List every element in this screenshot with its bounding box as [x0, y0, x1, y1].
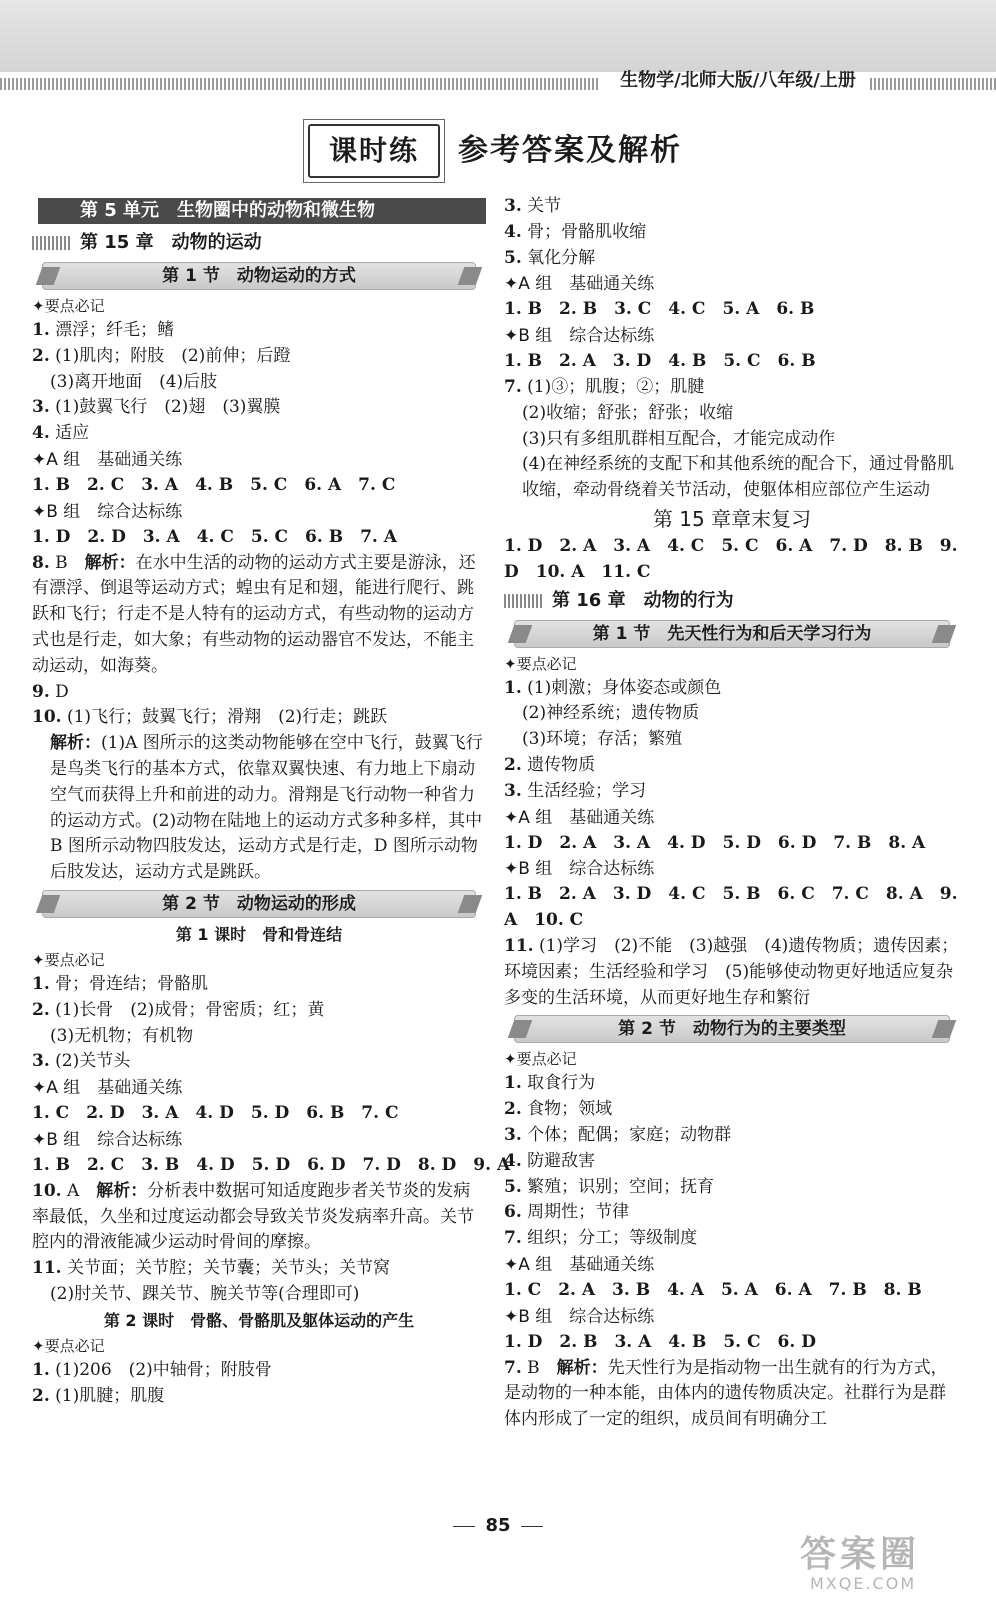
section-banner: 第 2 节 动物行为的主要类型: [514, 1015, 950, 1043]
answer-line: 2. (1)长骨 (2)成骨；骨密质；红；黄: [32, 999, 325, 1020]
explanation: 7. B 解析：先天性行为是指动物一出生就有的行为方式，是动物的一种本能，由体内的遗传物质决定。社群行为是群体内形成了一定的组织，成员间有明确分工: [504, 1357, 948, 1430]
answer-line: 1. B 2. B 3. C 4. C 5. A 6. B: [504, 299, 815, 320]
left-column: [32, 194, 511, 1409]
group-a-label: ✦A 组 基础通关练: [32, 449, 183, 470]
lesson-title: 第 2 课时 骨骼、骨骼肌及躯体运动的产生: [103, 1310, 415, 1330]
answer-line: 5. 氧化分解: [504, 247, 596, 268]
answer-line: (4)在神经系统的支配下和其他系统的配合下，通过骨骼肌收缩，牵动骨绕着关节活动，使躯体相应部位产生运动: [522, 454, 955, 501]
answer-line: (2)收缩；舒张；舒张；收缩: [522, 402, 734, 423]
watermark-url: MXQE.COM: [810, 1574, 917, 1593]
right-column: [504, 194, 960, 1433]
answer-line: (3)无机物；有机物: [50, 1025, 194, 1046]
watermark-logo: [800, 1535, 990, 1595]
hatch-icon: [504, 594, 544, 608]
watermark-text: 答案圈: [800, 1534, 921, 1575]
answer-line: 2. (1)肌腱；肌腹: [32, 1385, 165, 1406]
series-tag: 生物学/北师大版/八年级/上册: [620, 70, 856, 91]
answer-line: 1. (1)刺激；身体姿态或颜色: [504, 677, 722, 698]
answer-line: 1. D 2. B 3. A 4. B 5. C 6. D: [504, 1331, 816, 1352]
answer-line: (3)离开地面 (4)后肢: [50, 371, 218, 392]
answer-line: 3. 关节: [504, 196, 562, 216]
answer-line: 1. D 2. D 3. A 4. C 5. C 6. B 7. A: [32, 526, 397, 547]
answer-line: 1. B 2. C 3. B 4. D 5. D 6. D 7. D 8. D 9. A: [32, 1154, 511, 1175]
chapter-heading: [32, 228, 486, 258]
answer-line: 4. 骨；骨骼肌收缩: [504, 221, 647, 242]
answer-line: (3)只有多组肌群相互配合，才能完成动作: [522, 428, 836, 449]
answer-line: 4. 防避敌害: [504, 1150, 596, 1171]
answer-line: 1. 取食行为: [504, 1073, 596, 1094]
answer-line: 2. (1)肌肉；附肢 (2)前伸；后蹬: [32, 345, 291, 366]
answer-line: 7. 组织；分工；等级制度: [504, 1228, 698, 1249]
group-a-label: ✦A 组 基础通关练: [32, 1078, 183, 1099]
title-box: 课时练: [308, 124, 440, 178]
answer-line: 1. D 2. A 3. A 4. C 5. C 6. A 7. D 8. B 9. D 10. A 11. C: [504, 535, 958, 582]
answer-line: (3)环境；存活；繁殖: [522, 729, 683, 750]
answer-line: 1. (1)206 (2)中轴骨；附肢骨: [32, 1359, 272, 1380]
explanation: 8. B 解析：在水中生活的动物的运动方式主要是游泳，还有漂浮、倒退等运动方式；蝗虫有足和翅，能进行爬行、跳跃和飞行；行走不是人特有的运动方式，有些动物的运动方式也是行走，如大象；有些动物的运动器官不发达，不能主动运动，如海葵。: [32, 552, 476, 676]
group-a-label: ✦A 组 基础通关练: [504, 1254, 655, 1275]
group-a-label: ✦A 组 基础通关练: [504, 807, 655, 828]
answer-line: 1. C 2. D 3. A 4. D 5. D 6. B 7. C: [32, 1103, 399, 1124]
answer-line: 6. 周期性；节律: [504, 1202, 630, 1223]
key-points-label: ✦要点必记: [504, 654, 577, 673]
key-points-label: ✦要点必记: [504, 1050, 577, 1069]
answer-line: 3. 生活经验；学习: [504, 780, 647, 801]
answer-line: 4. 适应: [32, 423, 90, 444]
section-banner: 第 1 节 动物运动的方式: [42, 262, 476, 290]
answer-line: (2)肘关节、踝关节、腕关节等(合理即可): [50, 1283, 360, 1304]
answer-line: 9. D: [32, 681, 69, 702]
answer-line: 3. 个体；配偶；家庭；动物群: [504, 1124, 732, 1145]
title-main: 参考答案及解析: [458, 133, 682, 168]
answer-line: 1. D 2. A 3. A 4. D 5. D 6. D 7. B 8. A: [504, 832, 926, 853]
chapter-title: 第 15 章 动物的运动: [80, 232, 262, 253]
page-number: 85: [0, 1515, 996, 1536]
answer-line: 5. 繁殖；识别；空间；抚育: [504, 1176, 715, 1197]
answer-line: 1. B 2. A 3. D 4. C 5. B 6. C 7. C 8. A 9. A 10. C: [504, 884, 958, 931]
chapter-title: 第 16 章 动物的行为: [552, 589, 734, 611]
answer-line: 1. B 2. C 3. A 4. B 5. C 6. A 7. C: [32, 474, 396, 495]
group-a-label: ✦A 组 基础通关练: [504, 274, 655, 295]
answer-line: 1. 漂浮；纤毛；鳍: [32, 320, 175, 340]
answer-line: 1. 骨；骨连结；骨骼肌: [32, 973, 209, 994]
explanation: 10. A 解析：分析表中数据可知适度跑步者关节炎的发病率最低，久坐和过度运动都会导致关节炎发病率升高。关节腔内的滑液能减少运动时骨间的摩擦。: [32, 1180, 474, 1253]
answer-line: 3. (2)关节头: [32, 1051, 131, 1072]
group-b-label: ✦B 组 综合达标练: [504, 326, 655, 347]
section-banner: 第 2 节 动物运动的形成: [42, 890, 476, 918]
answer-line: 2. 食物；领域: [504, 1099, 613, 1120]
answer-line: 1. B 2. A 3. D 4. B 5. C 6. B: [504, 351, 816, 372]
explanation: 解析：(1)A 图所示的这类动物能够在空中飞行，鼓翼飞行是鸟类飞行的基本方式，依靠双翼快速、有力地上下扇动空气而获得上升和前进的动力。滑翔是飞行动物一种省力的运动方式。(2)动物在陆地上的运动方式多种多样，其中 B 图所示动物四肢发达，运动方式是行走，D 图所示动物后肢发达，运动方式是跳跃。: [50, 733, 483, 883]
section-banner: 第 1 节 先天性行为和后天学习行为: [514, 620, 950, 648]
header-stripes-right: [870, 78, 996, 90]
chapter-review-title: 第 15 章章末复习: [652, 506, 812, 531]
chapter-heading: [504, 586, 960, 616]
group-b-label: ✦B 组 综合达标练: [504, 859, 655, 880]
key-points-label: ✦要点必记: [32, 1336, 105, 1355]
unit-heading: 第 5 单元 生物圈中的动物和微生物: [38, 198, 486, 224]
answer-line: 1. C 2. A 3. B 4. A 5. A 6. A 7. B 8. B: [504, 1279, 922, 1300]
answer-line: (2)神经系统；遗传物质: [522, 703, 700, 724]
answer-line: 10. (1)飞行；鼓翼飞行；滑翔 (2)行走；跳跃: [32, 707, 388, 728]
header-stripes-left: [0, 78, 600, 90]
answer-line: 11. 关节面；关节腔；关节囊；关节头；关节窝: [32, 1258, 390, 1279]
key-points-label: ✦要点必记: [32, 297, 105, 315]
lesson-title: 第 1 课时 骨和骨连结: [175, 924, 343, 944]
group-b-label: ✦B 组 综合达标练: [32, 501, 183, 522]
answer-line: 7. (1)③；肌腹；②；肌腱: [504, 376, 705, 397]
hatch-icon: [32, 236, 72, 250]
answer-line: 3. (1)鼓翼飞行 (2)翅 (3)翼膜: [32, 397, 281, 418]
group-b-label: ✦B 组 综合达标练: [32, 1129, 183, 1150]
group-b-label: ✦B 组 综合达标练: [504, 1306, 655, 1327]
answer-line: 2. 遗传物质: [504, 754, 596, 775]
key-points-label: ✦要点必记: [32, 950, 105, 969]
answer-line: 11. (1)学习 (2)不能 (3)越强 (4)遗传物质；遗传因素；环境因素；生活经验和学习 (5)能够使动物更好地适应复杂多变的生活环境，从而更好地生存和繁衍: [504, 935, 959, 1008]
